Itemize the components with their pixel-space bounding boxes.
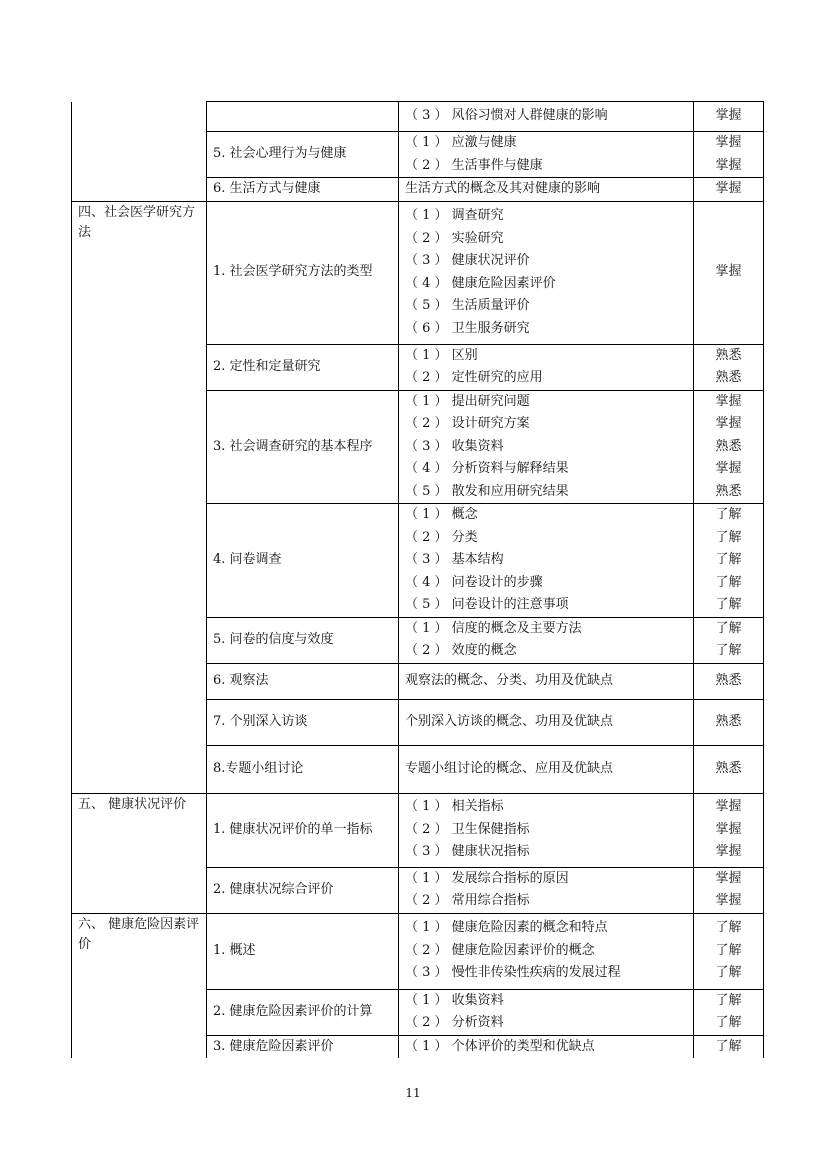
content-line: （ 3 ） 基本结构 [405, 552, 504, 567]
content-line: 观察法的概念、分类、功用及优缺点 [405, 672, 614, 688]
level-label: 了解 [715, 574, 742, 590]
content-line: （ 2 ） 卫生保健指标 [405, 821, 530, 837]
level-label: 掌握 [715, 799, 742, 815]
content-cell [399, 132, 694, 178]
level-cell [694, 699, 764, 745]
level-label: 熟悉 [715, 672, 742, 688]
level-label: 掌握 [715, 393, 742, 409]
level-cell [694, 1035, 764, 1058]
content-line: （ 3 ） 健康状况评价 [405, 253, 530, 268]
content-line: （ 2 ） 定性研究的应用 [405, 370, 543, 385]
level-label: 熟悉 [715, 370, 742, 385]
content-line: （ 2 ） 实验研究 [405, 230, 504, 246]
content-cell [399, 793, 694, 867]
content-cell [399, 867, 694, 913]
level-cell [694, 390, 764, 504]
content-cell [399, 201, 694, 344]
content-line: （ 1 ） 调查研究 [405, 208, 504, 223]
topic-cell: 8.专题小组讨论 [207, 745, 399, 793]
level-label: 掌握 [715, 181, 742, 196]
content-line: （ 1 ） 发展综合指标的原因 [405, 870, 569, 886]
level-label: 了解 [715, 507, 742, 522]
content-line: 个别深入访谈的概念、功用及优缺点 [405, 713, 614, 729]
level-label: 了解 [715, 552, 742, 567]
level-cell [694, 344, 764, 390]
level-label: 熟悉 [715, 483, 742, 499]
topic-cell: 5. 问卷的信度与效度 [207, 617, 399, 663]
content-line: （ 1 ） 区别 [405, 347, 478, 363]
level-label: 了解 [715, 620, 742, 636]
section-cell-continued [72, 102, 207, 202]
content-line: （ 2 ） 生活事件与健康 [405, 157, 543, 173]
section-title-risk-factors: 六、 健康危险因素评价 [72, 913, 207, 1058]
level-label: 掌握 [715, 157, 742, 173]
content-cell [399, 390, 694, 504]
section-title-research-methods: 四、社会医学研究方法 [72, 201, 207, 793]
content-line: （ 4 ） 分析资料与解释结果 [405, 461, 569, 476]
content-line: （ 1 ） 相关指标 [405, 799, 504, 815]
content-line: （ 3 ） 健康状况指标 [405, 844, 530, 860]
topic-cell: 2. 健康危险因素评价的计算 [207, 989, 399, 1035]
topic-cell [207, 102, 399, 132]
level-label: 了解 [715, 942, 742, 958]
level-cell [694, 617, 764, 663]
section-title-health-status: 五、 健康状况评价 [72, 793, 207, 913]
topic-cell: 5. 社会心理行为与健康 [207, 132, 399, 178]
topic-cell: 4. 问卷调查 [207, 504, 399, 618]
level-label: 熟悉 [715, 438, 742, 454]
content-line: （ 1 ） 提出研究问题 [405, 393, 530, 409]
content-cell [399, 102, 694, 132]
level-label: 了解 [715, 1038, 742, 1054]
level-label: 掌握 [715, 844, 742, 860]
content-cell [399, 1035, 694, 1058]
content-line: （ 1 ） 收集资料 [405, 992, 504, 1008]
level-label: 了解 [715, 529, 742, 545]
content-line: （ 2 ） 分类 [405, 529, 478, 545]
topic-cell: 1. 社会医学研究方法的类型 [207, 201, 399, 344]
level-label: 掌握 [715, 108, 742, 124]
content-line: （ 1 ） 概念 [405, 507, 478, 522]
content-cell [399, 178, 694, 202]
level-label: 熟悉 [715, 760, 742, 776]
topic-cell: 2. 健康状况综合评价 [207, 867, 399, 913]
content-line: （ 2 ） 效度的概念 [405, 643, 517, 658]
topic-cell: 3. 健康危险因素评价 [207, 1035, 399, 1058]
level-label: 掌握 [715, 416, 742, 431]
level-label: 熟悉 [715, 713, 742, 729]
level-label: 了解 [715, 992, 742, 1008]
content-line: 生活方式的概念及其对健康的影响 [405, 181, 601, 196]
table-row [72, 793, 764, 867]
level-cell [694, 178, 764, 202]
content-line: （ 1 ） 应激与健康 [405, 135, 517, 150]
level-label: 了解 [715, 1015, 742, 1030]
page-number: 11 [405, 1086, 421, 1100]
content-cell [399, 989, 694, 1035]
level-label: 掌握 [715, 893, 742, 908]
content-line: （ 2 ） 分析资料 [405, 1015, 504, 1030]
topic-cell: 7. 个别深入访谈 [207, 699, 399, 745]
content-line: （ 2 ） 健康危险因素评价的概念 [405, 942, 595, 958]
level-label: 了解 [715, 643, 742, 658]
content-line: （ 3 ） 收集资料 [405, 438, 504, 454]
level-cell [694, 989, 764, 1035]
topic-cell: 6. 观察法 [207, 663, 399, 699]
level-cell [694, 663, 764, 699]
level-cell [694, 504, 764, 618]
level-label: 掌握 [715, 264, 742, 280]
table-row [72, 913, 764, 989]
content-line: （ 5 ） 散发和应用研究结果 [405, 483, 569, 499]
level-cell [694, 793, 764, 867]
syllabus-table [71, 101, 764, 1058]
content-line: （ 4 ） 问卷设计的步骤 [405, 574, 543, 590]
level-label: 掌握 [715, 870, 742, 886]
content-cell [399, 663, 694, 699]
level-cell [694, 132, 764, 178]
topic-cell: 3. 社会调查研究的基本程序 [207, 390, 399, 504]
level-label: 掌握 [715, 135, 742, 150]
content-line: （ 1 ） 健康危险因素的概念和特点 [405, 920, 608, 936]
content-line: 专题小组讨论的概念、应用及优缺点 [405, 760, 614, 776]
content-line: （ 4 ） 健康危险因素评价 [405, 275, 556, 291]
content-line: （ 1 ） 个体评价的类型和优缺点 [405, 1038, 595, 1054]
content-cell [399, 745, 694, 793]
level-cell [694, 201, 764, 344]
table-row [72, 102, 764, 132]
topic-cell: 1. 概述 [207, 913, 399, 989]
content-line: （ 5 ） 问卷设计的注意事项 [405, 597, 569, 612]
level-label: 掌握 [715, 461, 742, 476]
content-line: （ 3 ） 慢性非传染性疾病的发展过程 [405, 965, 621, 981]
content-line: （ 3 ） 风俗习惯对人群健康的影响 [405, 108, 608, 124]
level-cell [694, 102, 764, 132]
level-label: 熟悉 [715, 347, 742, 363]
level-label: 了解 [715, 597, 742, 612]
content-line: （ 2 ） 设计研究方案 [405, 416, 530, 431]
level-label: 了解 [715, 965, 742, 981]
level-cell [694, 913, 764, 989]
content-cell [399, 344, 694, 390]
level-cell [694, 867, 764, 913]
content-line: （ 1 ） 信度的概念及主要方法 [405, 620, 582, 636]
table-row [72, 201, 764, 344]
topic-cell: 1. 健康状况评价的单一指标 [207, 793, 399, 867]
level-cell [694, 745, 764, 793]
content-cell [399, 617, 694, 663]
topic-cell: 2. 定性和定量研究 [207, 344, 399, 390]
level-label: 了解 [715, 920, 742, 936]
content-cell [399, 699, 694, 745]
content-line: （ 5 ） 生活质量评价 [405, 298, 530, 313]
topic-cell: 6. 生活方式与健康 [207, 178, 399, 202]
content-cell [399, 504, 694, 618]
level-label: 掌握 [715, 821, 742, 837]
content-line: （ 2 ） 常用综合指标 [405, 893, 530, 908]
content-cell [399, 913, 694, 989]
content-line: （ 6 ） 卫生服务研究 [405, 320, 530, 336]
